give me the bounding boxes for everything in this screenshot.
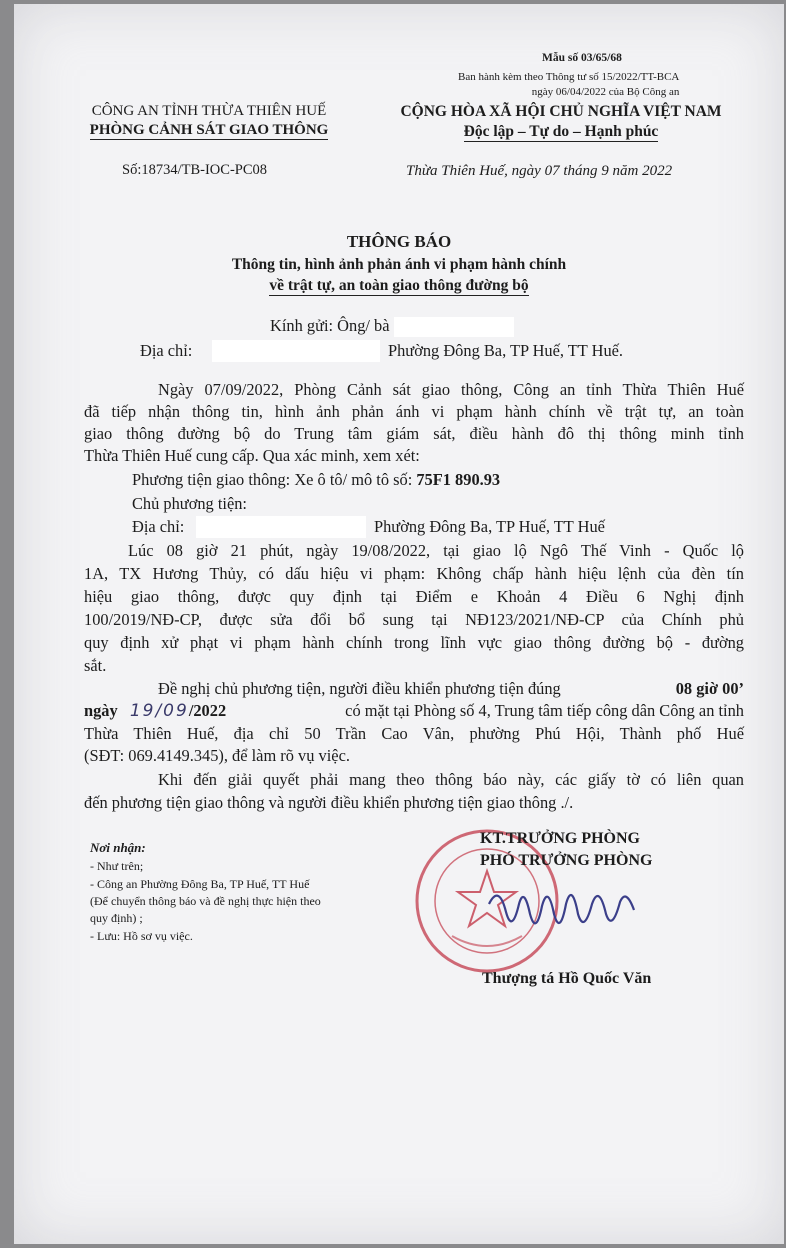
paragraph-1-line-3: giao thông đường bộ do Trung tâm giám sát, điều hành đô thị thông minh tỉnh [84, 424, 744, 443]
address-label: Địa chỉ: [140, 341, 193, 360]
vehicle-plate: 75F1 890.93 [416, 470, 501, 489]
receiver-item: - Công an Phường Đông Ba, TP Huế, TT Huế [90, 877, 310, 891]
issued-line-2: ngày 06/04/2022 của Bộ Công an [531, 86, 680, 98]
national-header [376, 102, 746, 142]
issued-line-1: Ban hành kèm theo Thông tư số 15/2022/TT-BCA [458, 71, 680, 83]
recipient-line [270, 316, 514, 337]
motto: Độc lập – Tự do – Hạnh phúc [463, 123, 659, 140]
signature-title-1: KT.TRƯỞNG PHÒNG [480, 830, 640, 847]
paragraph-2-line-6: sắt. [84, 656, 107, 675]
paragraph-4-line-1: Khi đến giải quyết phải mang theo thông báo này, các giấy tờ có liên quan [158, 770, 744, 789]
handwritten-date: 19/09 [129, 701, 189, 721]
paragraph-3-line-4: (SĐT: 069.4149.345), để làm rõ vụ việc. [84, 746, 350, 765]
handwritten-signature-icon [484, 874, 644, 944]
address-value: Phường Đông Ba, TP Huế, TT Huế. [388, 341, 624, 360]
document-number: Số:18734/TB-IOC-PC08 [122, 162, 268, 178]
nation-name: CỘNG HÒA XÃ HỘI CHỦ NGHĨA VIỆT NAM [400, 103, 722, 120]
issued-note [458, 70, 679, 100]
receiver-item: (Để chuyển thông báo và đề nghị thực hiện theo [90, 894, 321, 908]
document-subtitle-1: Thông tin, hình ảnh phản ánh vi phạm hành chính [231, 256, 567, 273]
paragraph-2-line-2: 1A, TX Hương Thủy, có dấu hiệu vi phạm: Không chấp hành hiệu lệnh của đèn tín [84, 564, 744, 583]
vehicle-label: Phương tiện giao thông: Xe ô tô/ mô tô số: [132, 470, 413, 489]
owner-address-value: Phường Đông Ba, TP Huế, TT Huế [374, 517, 605, 536]
agency-parent: CÔNG AN TỈNH THỪA THIÊN HUẾ [91, 103, 327, 119]
issuing-agency [54, 102, 364, 140]
receiver-item: - Như trên; [90, 859, 144, 873]
redacted-address [212, 340, 380, 362]
paragraph-3-line-1: Đề nghị chủ phương tiện, người điều khiển phương tiện đúng 08 giờ 00’ [158, 679, 744, 698]
signer-name: Thượng tá Hồ Quốc Văn [482, 970, 652, 987]
paragraph-1-line-2: đã tiếp nhận thông tin, hình ảnh phản ánh vi phạm hành chính về trật tự, an toàn [84, 402, 744, 421]
paragraph-1-line-1: Ngày 07/09/2022, Phòng Cảnh sát giao thông, Công an tỉnh Thừa Thiên Huế [158, 380, 744, 399]
document-subtitle-2: về trật tự, an toàn giao thông đường bộ [269, 277, 529, 294]
paragraph-2-line-3: hiệu giao thông, được quy định tại Điểm e Khoản 4 Điều 6 Nghị định [84, 587, 744, 606]
paragraph-3-line-3: Thừa Thiên Huế, địa chỉ 50 Trần Cao Vân, phường Phú Hội, Thành phố Huế [84, 724, 744, 743]
place-date: Thừa Thiên Huế, ngày 07 tháng 9 năm 2022 [406, 163, 673, 179]
signature-title-2: PHÓ TRƯỞNG PHÒNG [480, 852, 653, 869]
paragraph-3-line-2: ngày 19/09/2022 có mặt tại Phòng số 4, Trung tâm tiếp công dân Công an tỉnh [84, 701, 744, 721]
redacted-name [394, 317, 514, 337]
day-label: ngày [84, 701, 118, 720]
receiver-item: quy định) ; [90, 911, 143, 925]
receivers-label: Nơi nhận: [90, 840, 146, 855]
vehicle-line [132, 470, 500, 490]
paragraph-2-line-4: 100/2019/NĐ-CP, được sửa đổi bổ sung tại NĐ123/2021/NĐ-CP của Chính phủ [84, 610, 744, 629]
form-code: Mẫu số 03/65/68 [542, 52, 622, 64]
receiver-item: - Lưu: Hồ sơ vụ việc. [90, 929, 193, 943]
paragraph-2-line-1: Lúc 08 giờ 21 phút, ngày 19/08/2022, tại giao lộ Ngô Thế Vinh - Quốc lộ [128, 541, 744, 560]
redacted-owner-address [196, 516, 366, 538]
appointment-time: 08 giờ 00’ [675, 679, 744, 698]
agency-name: PHÒNG CẢNH SÁT GIAO THÔNG [89, 122, 329, 138]
greeting: Kính gửi: Ông/ bà [270, 316, 390, 335]
paragraph-4-line-2: đến phương tiện giao thông và người điều khiển phương tiện giao thông ./. [84, 793, 574, 812]
document-page [14, 4, 784, 1244]
owner-label: Chủ phương tiện: [132, 494, 247, 513]
paragraph-2-line-5: quy định xử phạt vi phạm hành chính trong lĩnh vực giao thông đường bộ - đường [84, 633, 744, 652]
paragraph-1-line-4: Thừa Thiên Huế cung cấp. Qua xác minh, xem xét: [84, 446, 420, 465]
document-title: THÔNG BÁO [346, 232, 452, 251]
appointment-year: /2022 [188, 701, 227, 720]
owner-address-label: Địa chỉ: [132, 517, 185, 536]
